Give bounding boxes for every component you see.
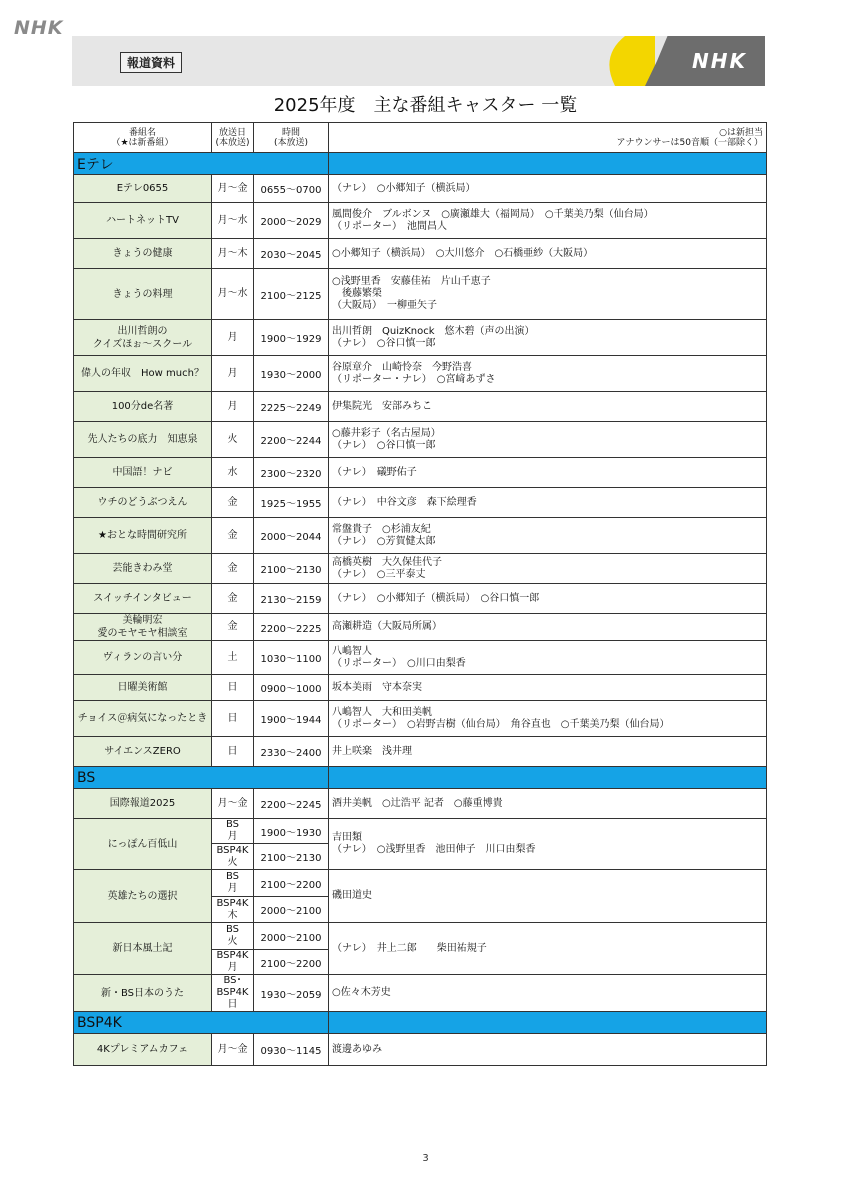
cast-list [329, 819, 767, 870]
table-row [74, 675, 767, 701]
program-name: きょうの料理 [74, 269, 212, 320]
broadcast-day [212, 870, 254, 897]
program-name [74, 320, 212, 356]
cast-line: （ナレ） 礒野佑子 [332, 466, 417, 478]
cast-line: 伊集院光 安部みちこ [332, 400, 432, 412]
cast-list [329, 518, 767, 554]
broadcast-day [212, 897, 254, 923]
cast-line: （ナレ） ○小郷知子（横浜局） [332, 182, 476, 194]
table-row [74, 392, 767, 422]
cast-list [329, 203, 767, 239]
table-row [74, 320, 767, 356]
section-name: BSP4K [74, 1012, 329, 1034]
cast-line: （リポーター・ナレ） ○宮﨑あずさ [332, 373, 496, 385]
header-banner [72, 36, 765, 86]
broadcast-time: 1900～1929 [254, 320, 329, 356]
program-name: チョイス＠病気になったとき [74, 701, 212, 737]
header-day: 放送日 (本放送) [212, 123, 254, 153]
program-name: 日曜美術館 [74, 675, 212, 701]
broadcast-day: 月～金 [212, 789, 254, 819]
broadcast-time: 2100～2200 [254, 870, 329, 897]
broadcast-time: 1925～1955 [254, 488, 329, 518]
broadcast-time: 2330～2400 [254, 737, 329, 767]
program-name: 新日本風土記 [74, 923, 212, 975]
broadcast-day: 水 [212, 458, 254, 488]
cast-list [329, 422, 767, 458]
broadcast-day: 金 [212, 554, 254, 584]
broadcast-time: 1930～2000 [254, 356, 329, 392]
program-name: 4Kプレミアムカフェ [74, 1034, 212, 1066]
broadcast-day [212, 844, 254, 870]
cast-line: 坂本美雨 守本奈実 [332, 681, 422, 693]
text-line: BSP4K [216, 844, 249, 856]
table-row [74, 203, 767, 239]
cast-line: 吉田類 [332, 832, 362, 843]
cast-list [329, 870, 767, 923]
cast-line: 渡邊あゆみ [332, 1043, 382, 1055]
program-name: 先人たちの底力 知恵泉 [74, 422, 212, 458]
broadcast-time: 2000～2100 [254, 897, 329, 923]
cast-line: 井上咲楽 浅井理 [332, 745, 412, 757]
cast-list [329, 737, 767, 767]
table-row [74, 737, 767, 767]
broadcast-time: 2100～2130 [254, 554, 329, 584]
table-row [74, 554, 767, 584]
cast-list [329, 356, 767, 392]
cast-line: ○浅野里香 安藤佳祐 片山千恵子 [332, 276, 491, 287]
cast-list [329, 701, 767, 737]
broadcast-time: 2100～2200 [254, 950, 329, 975]
program-name: ウチのどうぶつえん [74, 488, 212, 518]
cast-list [329, 269, 767, 320]
broadcast-day [212, 819, 254, 844]
broadcast-day: 日 [212, 701, 254, 737]
cast-line: （ナレ） ○浅野里香 池田伸子 川口由梨香 [332, 844, 536, 855]
cast-line: ○小郷知子（横浜局） ○大川悠介 ○石橋亜紗（大阪局） [332, 247, 594, 259]
program-name: ヴィランの言い分 [74, 641, 212, 675]
table-row [74, 923, 767, 950]
program-name: ★おとな時間研究所 [74, 518, 212, 554]
cast-line: 出川哲朗 QuizKnock 悠木碧（声の出演） [332, 325, 535, 337]
broadcast-time: 2225～2249 [254, 392, 329, 422]
broadcast-day: 火 [212, 422, 254, 458]
table-body [74, 153, 767, 1066]
press-release-label: 報道資料 [120, 52, 182, 73]
cast-line: 常盤貴子 ○杉浦友紀 [332, 523, 431, 535]
broadcast-day: 月 [212, 356, 254, 392]
section-fill [329, 1012, 767, 1034]
cast-line: 風間俊介 ブルボンヌ ○廣瀬雄大（福岡局） ○千葉美乃梨（仙台局） [332, 208, 654, 220]
broadcast-time: 2200～2225 [254, 614, 329, 641]
broadcast-day: 土 [212, 641, 254, 675]
cast-line: ○藤井彩子（名古屋局） [332, 427, 441, 439]
table-row [74, 789, 767, 819]
table-row [74, 641, 767, 675]
text-line: BSP4K [216, 897, 249, 909]
text-line: BS [225, 924, 240, 935]
table-row [74, 269, 767, 320]
broadcast-day: 月 [212, 392, 254, 422]
broadcast-time: 1900～1930 [254, 819, 329, 844]
cast-line: 磯田道史 [332, 890, 372, 901]
broadcast-time: 2200～2245 [254, 789, 329, 819]
text-line: BSP4K [216, 950, 249, 961]
broadcast-time: 1030～1100 [254, 641, 329, 675]
broadcast-time: 0930～1145 [254, 1034, 329, 1066]
broadcast-time: 2100～2130 [254, 844, 329, 870]
cast-line: （ナレ） ○谷口慎一郎 [332, 439, 436, 451]
program-name [74, 614, 212, 641]
table-row [74, 819, 767, 844]
text-line: BS [225, 871, 240, 882]
cast-list [329, 789, 767, 819]
broadcast-time: 2000～2029 [254, 203, 329, 239]
cast-list [329, 175, 767, 203]
cast-line: （ナレ） 井上二郎 柴田祐規子 [332, 942, 487, 954]
section-fill [329, 153, 767, 175]
broadcast-time: 2100～2125 [254, 269, 329, 320]
cast-list [329, 392, 767, 422]
cast-line: ○佐々木芳史 [332, 987, 391, 998]
broadcast-day [212, 923, 254, 950]
table-row [74, 458, 767, 488]
broadcast-day: 月～金 [212, 175, 254, 203]
section-header-2 [74, 1012, 767, 1034]
table-row [74, 1034, 767, 1066]
table-header-row [74, 123, 767, 153]
section-name: Eテレ [74, 153, 329, 175]
broadcast-time: 2030～2045 [254, 239, 329, 269]
cast-line: 谷原章介 山崎怜奈 今野浩喜 [332, 361, 472, 373]
table-row [74, 975, 767, 1012]
text-line: 火 [227, 936, 238, 947]
text-line: BS･BSP4K [216, 975, 249, 998]
cast-line: （リポーター） ○川口由梨香 [332, 657, 466, 669]
program-name: スイッチインタビュー [74, 584, 212, 614]
text-line: 日 [227, 999, 238, 1010]
cast-line: 後藤繁榮 [332, 288, 382, 299]
program-name: 芸能きわみ堂 [74, 554, 212, 584]
broadcast-day: 月～金 [212, 1034, 254, 1066]
broadcast-day: 月 [212, 320, 254, 356]
program-name: 中国語！ナビ [74, 458, 212, 488]
table-row [74, 701, 767, 737]
broadcast-day: 金 [212, 488, 254, 518]
broadcast-day: 金 [212, 518, 254, 554]
cast-list [329, 320, 767, 356]
program-name: 国際報道2025 [74, 789, 212, 819]
cast-line: （ナレ） ○芳賀健太郎 [332, 535, 436, 547]
table-row [74, 488, 767, 518]
text-line: クイズほぉ～スクール [92, 338, 193, 350]
program-name: 新・BS日本のうた [74, 975, 212, 1012]
cast-line: （ナレ） ○小郷知子（横浜局） ○谷口慎一郎 [332, 592, 540, 604]
cast-line: （リポーター） ○岩野吉樹（仙台局） 角谷直也 ○千葉美乃梨（仙台局） [332, 718, 670, 730]
text-line: BS [225, 819, 240, 830]
broadcast-time: 1930～2059 [254, 975, 329, 1012]
cast-line: （リポーター） 池間昌人 [332, 220, 447, 232]
cast-line: （ナレ） ○三平泰丈 [332, 568, 426, 580]
broadcast-time: 0900～1000 [254, 675, 329, 701]
broadcast-day: 月～水 [212, 269, 254, 320]
nhk-banner-logo: NHK [692, 49, 747, 73]
header-program: 番組名 （★は新番組） [74, 123, 212, 153]
program-name: にっぽん百低山 [74, 819, 212, 870]
cast-list [329, 675, 767, 701]
cast-list [329, 614, 767, 641]
cast-list [329, 458, 767, 488]
broadcast-time: 1900～1944 [254, 701, 329, 737]
table-row [74, 422, 767, 458]
text-line: 月 [227, 962, 238, 973]
text-line: 月 [227, 883, 238, 894]
section-header-0 [74, 153, 767, 175]
broadcast-time: 2300～2320 [254, 458, 329, 488]
table-row [74, 239, 767, 269]
broadcast-time: 2130～2159 [254, 584, 329, 614]
table-row [74, 518, 767, 554]
cast-list [329, 584, 767, 614]
program-name: サイエンスZERO [74, 737, 212, 767]
cast-line: 高橋英樹 大久保佳代子 [332, 556, 442, 568]
header-notes: ○は新担当 アナウンサーは50音順（一部除く） [329, 123, 767, 153]
text-line: 愛のモヤモヤ相談室 [97, 628, 188, 639]
broadcast-time: 2000～2044 [254, 518, 329, 554]
text-line: 月 [227, 831, 238, 842]
text-line: 出川哲朗の [117, 325, 168, 337]
broadcast-day: 日 [212, 675, 254, 701]
cast-line: 高瀬耕造（大阪局所属） [332, 621, 442, 632]
cast-list [329, 1034, 767, 1066]
cast-list [329, 239, 767, 269]
program-name: 英雄たちの選択 [74, 870, 212, 923]
header-time: 時間 (本放送) [254, 123, 329, 153]
table-row [74, 356, 767, 392]
section-fill [329, 767, 767, 789]
broadcast-day: 金 [212, 614, 254, 641]
text-line: 美輪明宏 [122, 615, 163, 626]
cast-line: （ナレ） 中谷文彦 森下絵理香 [332, 496, 477, 508]
table-row [74, 614, 767, 641]
cast-list [329, 641, 767, 675]
broadcast-day: 日 [212, 737, 254, 767]
cast-line: 八嶋智人 大和田美帆 [332, 706, 432, 718]
nhk-corner-logo: NHK [14, 17, 64, 39]
page-number: 3 [422, 1153, 429, 1164]
page-title: 2025年度 主な番組キャスター 一覧 [273, 95, 578, 116]
program-name: 偉人の年収 How much？ [74, 356, 212, 392]
cast-list [329, 488, 767, 518]
cast-list [329, 975, 767, 1012]
cast-line: 酒井美帆 ○辻浩平 記者 ○藤重博貴 [332, 797, 503, 809]
text-line: 火 [227, 856, 238, 868]
cast-line: 八嶋智人 [332, 645, 372, 657]
section-name: BS [74, 767, 329, 789]
program-name: ハートネットTV [74, 203, 212, 239]
cast-list [329, 923, 767, 975]
cast-list [329, 554, 767, 584]
table-row [74, 584, 767, 614]
broadcast-day: 金 [212, 584, 254, 614]
broadcast-day: 月～木 [212, 239, 254, 269]
broadcast-day: 月～水 [212, 203, 254, 239]
yellow-swoosh-icon [595, 36, 655, 86]
program-name: 100分de名著 [74, 392, 212, 422]
caster-table [73, 122, 767, 1066]
table-row [74, 175, 767, 203]
program-name: Eテレ0655 [74, 175, 212, 203]
cast-line: （ナレ） ○谷口慎一郎 [332, 337, 436, 349]
program-name: きょうの健康 [74, 239, 212, 269]
section-header-1 [74, 767, 767, 789]
broadcast-time: 2200～2244 [254, 422, 329, 458]
broadcast-time: 2000～2100 [254, 923, 329, 950]
broadcast-day [212, 950, 254, 975]
text-line: 木 [227, 909, 238, 921]
broadcast-time: 0655～0700 [254, 175, 329, 203]
broadcast-day [212, 975, 254, 1012]
cast-line: （大阪局） 一柳亜矢子 [332, 300, 437, 311]
table-row [74, 870, 767, 897]
